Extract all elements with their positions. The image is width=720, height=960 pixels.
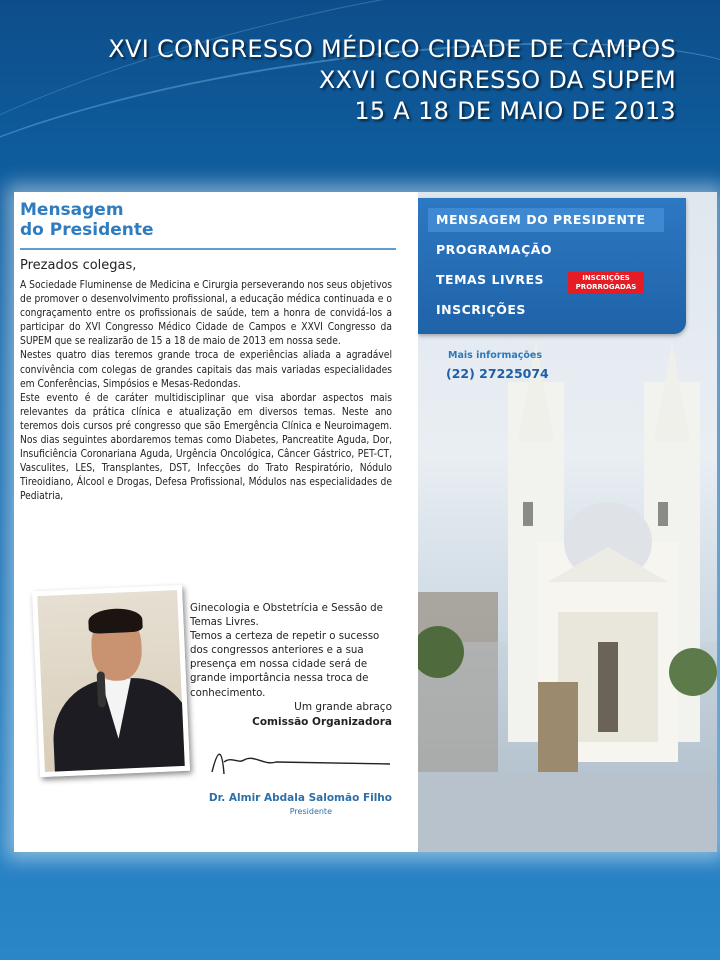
message-body-continued <box>190 602 392 701</box>
info-phone[interactable]: (22) 27225074 <box>446 366 549 381</box>
info-panel <box>418 192 717 852</box>
closing-line-1: Um grande abraço <box>294 701 392 713</box>
signer-name: Dr. Almir Abdala Salomão Filho <box>208 792 392 804</box>
menu-item-temas-livres[interactable]: TEMAS LIVRES <box>436 272 544 287</box>
message-title <box>20 200 154 240</box>
info-label: Mais informações <box>448 350 543 361</box>
page-header <box>16 34 676 127</box>
invitation-card <box>14 192 717 852</box>
badge-line-1: INSCRIÇÕES <box>582 274 630 282</box>
paragraph-1: A Sociedade Fluminense de Medicina e Cirurgia perseverando nos seus objetivos de promover o desenvolvimento profissional, a educação médica continuada e o congraçamento entre os profissionais de saúde, tem a honra de convidá-los a participar do XVI Congresso Médico Cidade de Campos e XXVI Congresso da SUPEM que se realizarão de 15 a 18 de maio de 2013 em nossa sede. <box>20 280 392 348</box>
header-line-1: XVI CONGRESSO MÉDICO CIDADE DE CAMPOS <box>108 35 676 63</box>
closing <box>252 700 392 730</box>
badge-line-2: PRORROGADAS <box>575 283 637 291</box>
paragraph-2: Nestes quatro dias teremos grande troca de experiências aliada a agradável convivência com colegas de grandes capitais das mais variadas especialidades em Conferências, Simpósios e Mesas-Redondas. <box>20 350 392 390</box>
header-line-3: 15 A 18 DE MAIO DE 2013 <box>354 97 676 125</box>
menu-item-programacao[interactable]: PROGRAMAÇÃO <box>436 242 553 257</box>
greeting: Prezados colegas, <box>20 258 137 273</box>
title-line-1: Mensagem <box>20 200 124 220</box>
signature <box>204 742 394 782</box>
microphone-icon <box>97 671 107 707</box>
paragraph-3-cont: Ginecologia e Obstetrícia e Sessão de Temas Livres. <box>190 603 383 629</box>
status-badge[interactable] <box>568 272 644 294</box>
church-illustration <box>418 342 717 852</box>
president-photo <box>32 585 190 777</box>
message-panel <box>14 192 418 852</box>
menu-item-mensagem[interactable]: MENSAGEM DO PRESIDENTE <box>428 208 664 232</box>
signer-role: Presidente <box>289 807 332 816</box>
title-divider <box>20 248 396 250</box>
menu-item-inscricoes[interactable]: INSCRIÇÕES <box>436 302 526 317</box>
paragraph-4: Temos a certeza de repetir o sucesso dos congressos anteriores e a sua presença em nossa cidade será de grande importância nessa troca de conhecimento. <box>190 631 380 699</box>
title-line-2: do Presidente <box>20 220 154 240</box>
closing-line-2: Comissão Organizadora <box>252 716 392 728</box>
header-line-2: XXVI CONGRESSO DA SUPEM <box>318 66 676 94</box>
message-body <box>20 279 392 505</box>
paragraph-3: Este evento é de caráter multidisciplinar que visa abordar aspectos mais relevantes da prática clínica e atualização em diversos temas. Neste ano teremos dois cursos pré congresso que são Emergência Clínica e Neuroimagem. Nos dias seguintes abordaremos temas como Diabetes, Pancreatite Aguda, Dor, Insuficiência Coronariana Aguda, Urgência Oncológica, Câncer Gástrico, PET-CT, Vasculites, LES, Transplantes, DST, Infecções do Trato Respiratório, Nódulo Tireoidiano, Álcool e Drogas, Defesa Profissional, Módulos nas especialidades de Pediatria, <box>20 392 392 503</box>
nav-menu <box>418 198 686 334</box>
